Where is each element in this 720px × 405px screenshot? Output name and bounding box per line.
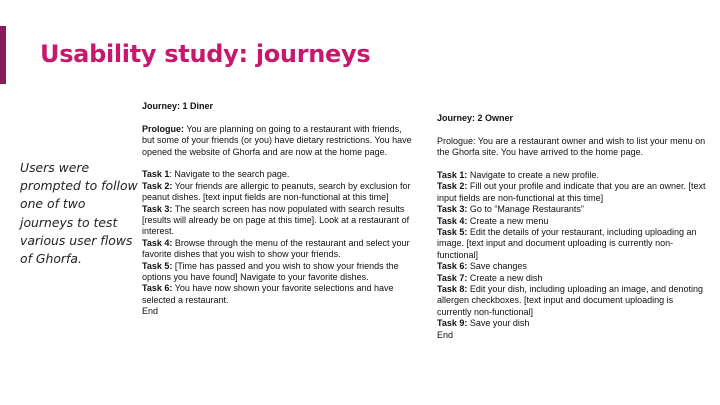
journey-diner-column [142, 101, 414, 318]
task-label: Task 1 [142, 169, 170, 180]
side-note: Users were prompted to follow one of two journeys to test various user flows of Ghorfa. [20, 160, 138, 267]
journey-owner-heading: Journey: 2 Owner [437, 113, 514, 123]
task-item [437, 318, 709, 329]
task-text: Edit your dish, including uploading an image, and denoting allergen checkboxes. [text input and document uploading is currently non-functional] [437, 284, 704, 317]
task-item [437, 181, 709, 204]
task-label: Task 9: [437, 318, 468, 329]
task-label: Task 6: [142, 283, 173, 294]
task-item [437, 170, 709, 181]
task-text: The search screen has now populated with search results [results will already be on page at this time]. Look at a restaurant of interest. [142, 203, 410, 237]
task-label: Task 1: [437, 170, 468, 180]
task-item [142, 238, 414, 261]
task-label: Task 8: [437, 284, 468, 295]
task-text: Your friends are allergic to peanuts, search by exclusion for peanut dishes. [text input fields are non-functional at this time] [142, 180, 411, 203]
task-text: [Time has passed and you wish to show your friends the options you have found] Navigate to your favorite dishes. [142, 260, 399, 283]
task-text: Create a new dish [467, 272, 543, 283]
task-label: Task 7: [437, 272, 468, 283]
journey-owner-column [437, 113, 709, 341]
task-item [437, 261, 709, 272]
task-item [437, 273, 709, 284]
task-text: Fill out your profile and indicate that you are an owner. [text input fields are non-functional at this time] [437, 181, 706, 203]
task-text: Save your dish [467, 318, 530, 329]
task-text: Create a new menu [467, 215, 549, 226]
journey-end: End [437, 329, 454, 340]
task-text: Browse through the menu of the restaurant and select your favorite dishes that you wish to show your friends. [142, 237, 410, 260]
prologue-label: Prologue: [142, 123, 184, 134]
task-label: Task 6: [437, 261, 468, 272]
task-text: Navigate to create a new profile. [467, 170, 599, 180]
task-text: Edit the details of your restaurant, including uploading an image. [text input and document uploading is currently non-functional] [437, 227, 697, 260]
task-label: Task 4: [437, 215, 468, 226]
task-item [437, 227, 709, 261]
title-accent-bar [0, 26, 6, 84]
task-item [142, 283, 414, 306]
journey-owner-prologue: Prologue: You are a restaurant owner and wish to list your menu on the Ghorfa site. You have arrived to the home page. [437, 135, 706, 158]
journey-end: End [142, 306, 159, 317]
task-text: Go to “Manage Restaurants” [467, 204, 584, 215]
slide-title: Usability study: journeys [40, 40, 371, 68]
task-text: You have now shown your favorite selections and have selected a restaurant. [142, 283, 394, 305]
task-label: Task 2: [437, 181, 468, 192]
task-item [142, 204, 414, 238]
prologue-text: You are planning on going to a restaurant with friends, but some of your friends (or you) have dietary restrictions. You have opened the website of Ghorfa and are now at the home page. [142, 123, 412, 157]
task-item [142, 181, 414, 204]
task-label: Task 4: [142, 237, 173, 248]
task-text: : Navigate to the search page. [169, 169, 290, 180]
journey-diner-prologue [142, 124, 414, 158]
task-label: Task 3: [142, 203, 173, 214]
journey-diner-heading: Journey: 1 Diner [142, 101, 214, 111]
task-label: Task 2: [142, 180, 173, 191]
task-label: Task 5: [142, 260, 173, 271]
task-item [437, 216, 709, 227]
task-label: Task 3: [437, 204, 468, 215]
task-text: Save changes [467, 261, 527, 272]
task-item [437, 284, 709, 318]
task-label: Task 5: [437, 227, 468, 238]
task-item [142, 261, 414, 284]
task-item [437, 204, 709, 215]
task-item [142, 169, 414, 180]
